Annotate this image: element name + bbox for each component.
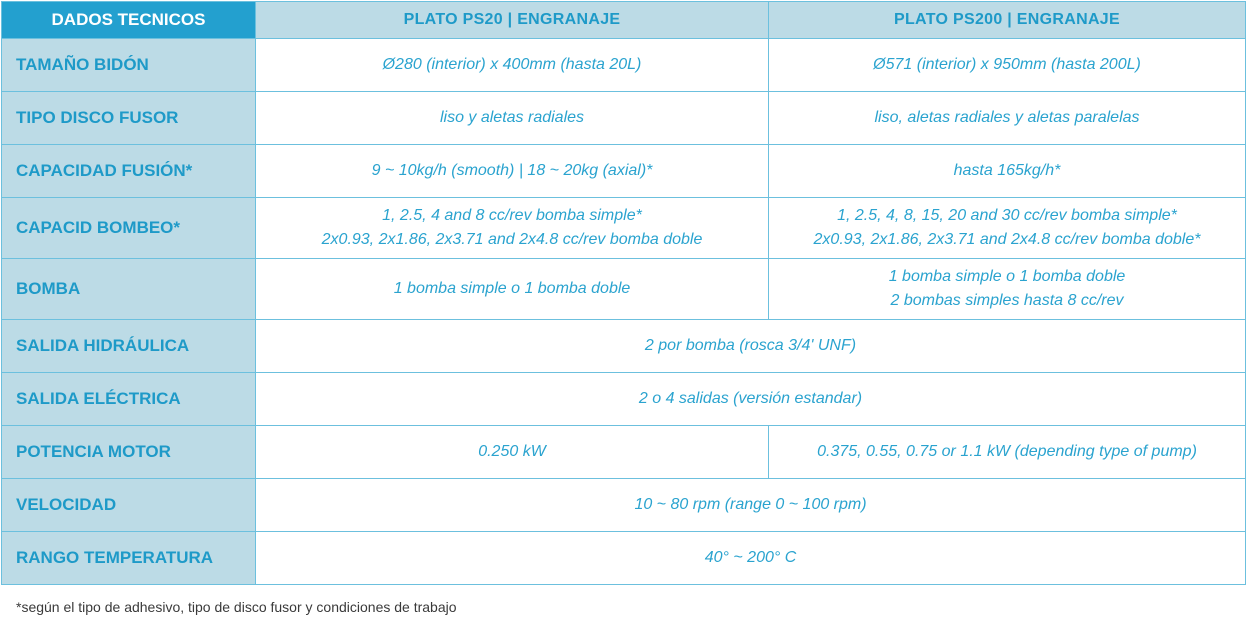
table-row bbox=[2, 373, 1246, 426]
row-label: SALIDA ELÉCTRICA bbox=[2, 373, 256, 426]
header-specs: DADOS TECNICOS bbox=[2, 2, 256, 39]
table-row bbox=[2, 426, 1246, 479]
value-line: 2x0.93, 2x1.86, 2x3.71 and 2x4.8 cc/rev bomba doble bbox=[321, 231, 703, 248]
value-ps200: 0.375, 0.55, 0.75 or 1.1 kW (depending type of pump) bbox=[769, 426, 1246, 479]
row-label: BOMBA bbox=[2, 259, 256, 320]
value-both: 40° ~ 200° C bbox=[256, 532, 1246, 585]
value-ps200: Ø571 (interior) x 950mm (hasta 200L) bbox=[769, 39, 1246, 92]
table-row bbox=[2, 320, 1246, 373]
value-line: 2 bombas simples hasta 8 cc/rev bbox=[890, 292, 1124, 309]
table-row bbox=[2, 198, 1246, 259]
value-ps20: 0.250 kW bbox=[256, 426, 769, 479]
footnote: *según el tipo de adhesivo, tipo de disco fusor y condiciones de trabajo bbox=[16, 599, 457, 615]
row-label: RANGO TEMPERATURA bbox=[2, 532, 256, 585]
value-both: 2 por bomba (rosca 3/4' UNF) bbox=[256, 320, 1246, 373]
table-row bbox=[2, 479, 1246, 532]
value-line: 1, 2.5, 4, 8, 15, 20 and 30 cc/rev bomba simple* bbox=[837, 207, 1177, 224]
row-label: POTENCIA MOTOR bbox=[2, 426, 256, 479]
table-row bbox=[2, 259, 1246, 320]
header-ps20: PLATO PS20 | ENGRANAJE bbox=[256, 2, 769, 39]
value-line: 2x0.93, 2x1.86, 2x3.71 and 2x4.8 cc/rev bomba doble* bbox=[813, 231, 1201, 248]
value-line: 1 bomba simple o 1 bomba doble bbox=[888, 268, 1126, 285]
header-ps200: PLATO PS200 | ENGRANAJE bbox=[769, 2, 1246, 39]
value-both: 10 ~ 80 rpm (range 0 ~ 100 rpm) bbox=[256, 479, 1246, 532]
value-ps20 bbox=[256, 198, 769, 259]
table-row bbox=[2, 39, 1246, 92]
table-row bbox=[2, 145, 1246, 198]
value-ps200: liso, aletas radiales y aletas paralelas bbox=[769, 92, 1246, 145]
value-both: 2 o 4 salidas (versión estandar) bbox=[256, 373, 1246, 426]
table-header-row bbox=[2, 2, 1246, 39]
specs-table bbox=[1, 1, 1246, 585]
value-ps200 bbox=[769, 198, 1246, 259]
row-label: CAPACID BOMBEO* bbox=[2, 198, 256, 259]
value-ps20: 9 ~ 10kg/h (smooth) | 18 ~ 20kg (axial)* bbox=[256, 145, 769, 198]
value-ps20: 1 bomba simple o 1 bomba doble bbox=[256, 259, 769, 320]
value-ps20: Ø280 (interior) x 400mm (hasta 20L) bbox=[256, 39, 769, 92]
value-line: 1, 2.5, 4 and 8 cc/rev bomba simple* bbox=[382, 207, 642, 224]
row-label: TAMAÑO BIDÓN bbox=[2, 39, 256, 92]
value-ps200 bbox=[769, 259, 1246, 320]
row-label: VELOCIDAD bbox=[2, 479, 256, 532]
row-label: TIPO DISCO FUSOR bbox=[2, 92, 256, 145]
row-label: SALIDA HIDRÁULICA bbox=[2, 320, 256, 373]
value-ps200: hasta 165kg/h* bbox=[769, 145, 1246, 198]
value-ps20: liso y aletas radiales bbox=[256, 92, 769, 145]
table-row bbox=[2, 532, 1246, 585]
table-row bbox=[2, 92, 1246, 145]
row-label: CAPACIDAD FUSIÓN* bbox=[2, 145, 256, 198]
